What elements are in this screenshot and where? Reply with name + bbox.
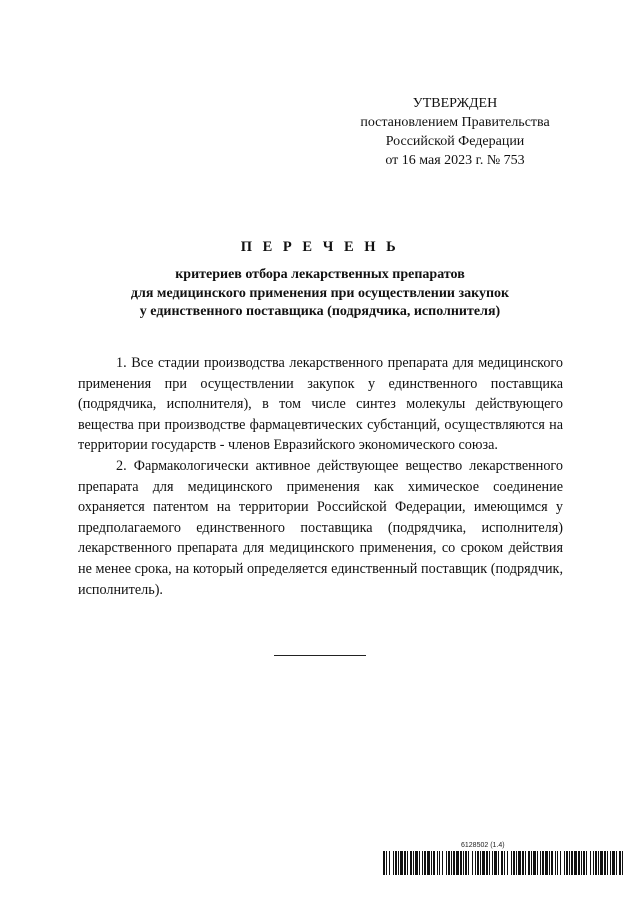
paragraph-criterion-1: 1. Все стадии производства лекарственного препарата для медицинского применения при осуществлении закупок у единственного поставщика (подрядчика, исполнителя), в том числе синтез молекулы действующего вещества при производстве фармацевтических субстанций, осуществляются на территории государств - членов Евразийского экономического союза. [78,355,563,454]
subtitle-line: у единственного поставщика (подрядчика, исполнителя) [139,304,501,319]
document-title: П Е Р Е Ч Е Н Ь [240,239,400,255]
approval-stamp [340,94,570,170]
barcode-number: 6128502 (1.4) [461,842,505,849]
document-body [78,353,563,600]
subtitle-line: для медицинского применения при осуществлении закупок [130,285,510,301]
subtitle-line: критериев отбора лекарственных препаратов [175,267,465,282]
approval-issuer: постановлением Правительства [360,115,550,130]
document-subtitle [80,266,560,322]
document-barcode [383,842,623,880]
approval-date-number: от 16 мая 2023 г. № 753 [385,153,525,168]
barcode-icon [383,851,623,875]
closing-divider [274,655,366,656]
approval-heading: УТВЕРЖДЕН [412,96,498,111]
paragraph-criterion-2: 2. Фармакологически активное действующее вещество лекарственного препарата для медицинского применения как химическое соединение охраняется патентом на территории Российской Федерации, имеющимся у предполагаемого единственного поставщика (подрядчика, исполнителя) лекарственного препарата для медицинского применения, со сроком действия не менее срока, на который определяется единственный поставщик (подрядчик, исполнитель). [78,457,563,598]
approval-issuer-country: Российской Федерации [385,134,525,149]
